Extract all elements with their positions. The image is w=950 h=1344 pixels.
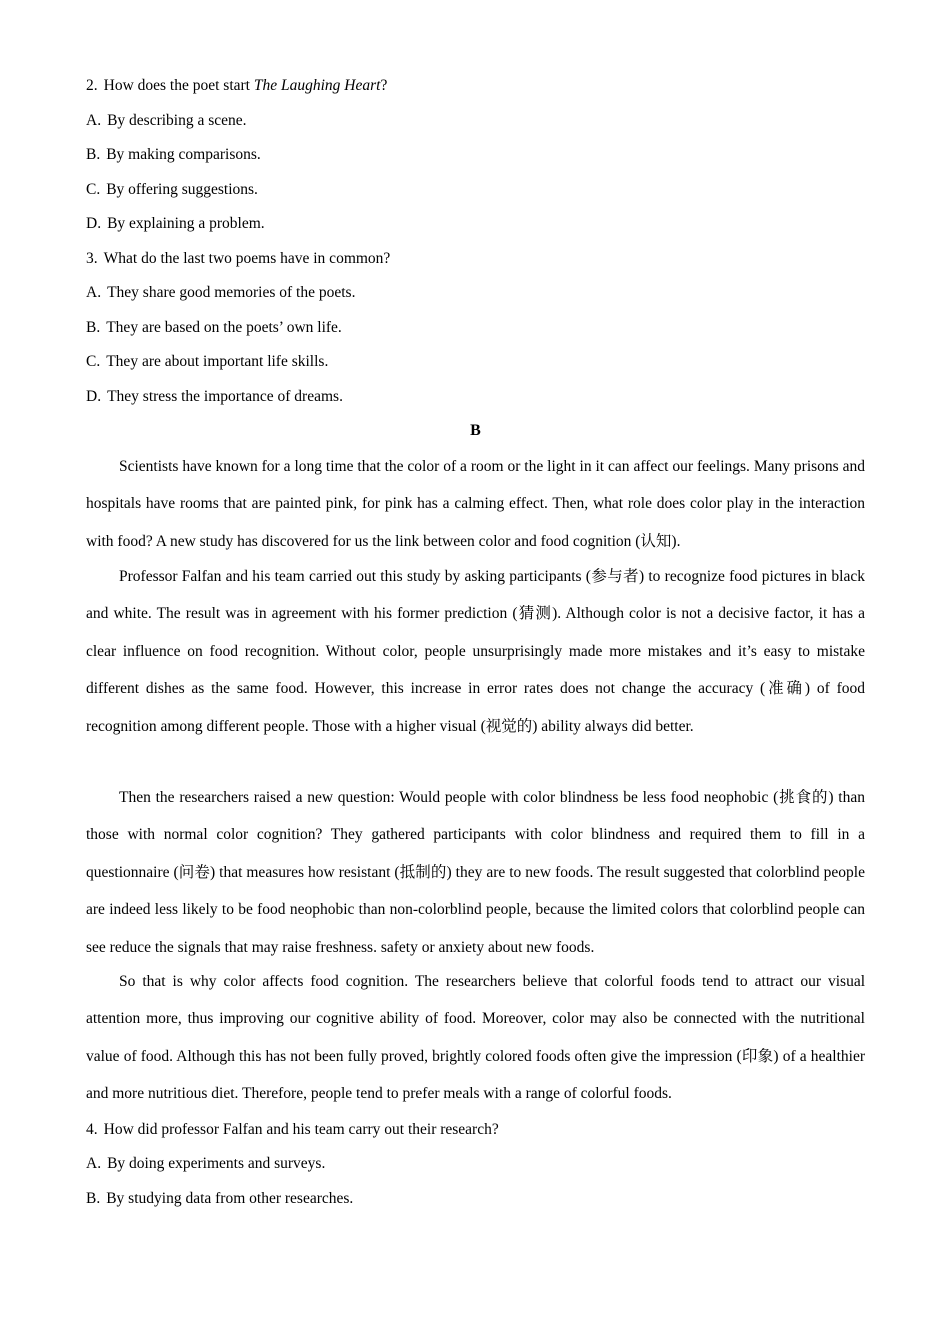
question-4-option-a[interactable]: A. By doing experiments and surveys. xyxy=(86,1155,326,1172)
question-4-text: How did professor Falfan and his team carry out their research? xyxy=(103,1121,499,1138)
section-heading: B xyxy=(470,422,481,439)
question-2-stem: 2. How does the poet start The Laughing Heart? xyxy=(86,77,388,94)
question-2-option-a[interactable]: A. By describing a scene. xyxy=(86,112,247,129)
question-3-text: What do the last two poems have in common? xyxy=(103,250,391,267)
question-2-option-b[interactable]: B. By making comparisons. xyxy=(86,146,261,163)
question-2-option-d[interactable]: D. By explaining a problem. xyxy=(86,215,265,232)
question-3-option-b[interactable]: B. They are based on the poets’ own life. xyxy=(86,319,342,336)
passage-paragraph-3: Then the researchers raised a new question: Would people with color blindness be less food neophobic (挑食的) than those with normal color cognition? They gathered participants with color blindness and required them to fill in a questionnaire (问卷) that measures how resistant (抵制的) they are to new foods. The result suggested that colorblind people are indeed less likely to be food neophobic than non-colorblind people, because the limited colors that colorblind people can see reduce the signals that may raise freshness. safety or anxiety about new foods. xyxy=(86,789,865,956)
question-4-option-b[interactable]: B. By studying data from other researches. xyxy=(86,1190,354,1207)
poem-title: The Laughing Heart xyxy=(253,77,381,94)
question-3-stem: 3. What do the last two poems have in common? xyxy=(86,250,391,267)
passage-paragraph-4: So that is why color affects food cognition. The researchers believe that colorful foods tend to attract our visual attention more, thus improving our cognitive ability of food. Moreover, color may also be connected with the nutritional value of food. Although this has not been fully proved, brightly colored foods often give the impression (印象) of a healthier and more nutritious diet. Therefore, people tend to prefer meals with a range of colorful foods. xyxy=(86,973,865,1103)
question-3-option-c[interactable]: C. They are about important life skills. xyxy=(86,353,329,370)
question-2-text: How does the poet start xyxy=(103,77,254,94)
question-3-option-a[interactable]: A. They share good memories of the poets. xyxy=(86,284,356,301)
question-4-stem: 4. How did professor Falfan and his team carry out their research? xyxy=(86,1121,499,1138)
passage-paragraph-2: Professor Falfan and his team carried out this study by asking participants (参与者) to recognize food pictures in black and white. The result was in agreement with his former prediction (猜测). Although color is not a decisive factor, it has a clear influence on food recognition. Without color, people unsurprisingly made more mistakes and it’s easy to mistake different dishes as the same food. However, this increase in error rates does not change the accuracy (准确) of food recognition among different people. Those with a higher visual (视觉的) ability always did better. xyxy=(86,568,865,735)
passage-paragraph-1: Scientists have known for a long time that the color of a room or the light in it can affect our feelings. Many prisons and hospitals have rooms that are painted pink, for pink has a calming effect. Then, what role does color play in the interaction with food? A new study has discovered for us the link between color and food cognition (认知). xyxy=(86,458,865,550)
question-3-option-d[interactable]: D. They stress the importance of dreams. xyxy=(86,388,343,405)
question-2-option-c[interactable]: C. By offering suggestions. xyxy=(86,181,258,198)
